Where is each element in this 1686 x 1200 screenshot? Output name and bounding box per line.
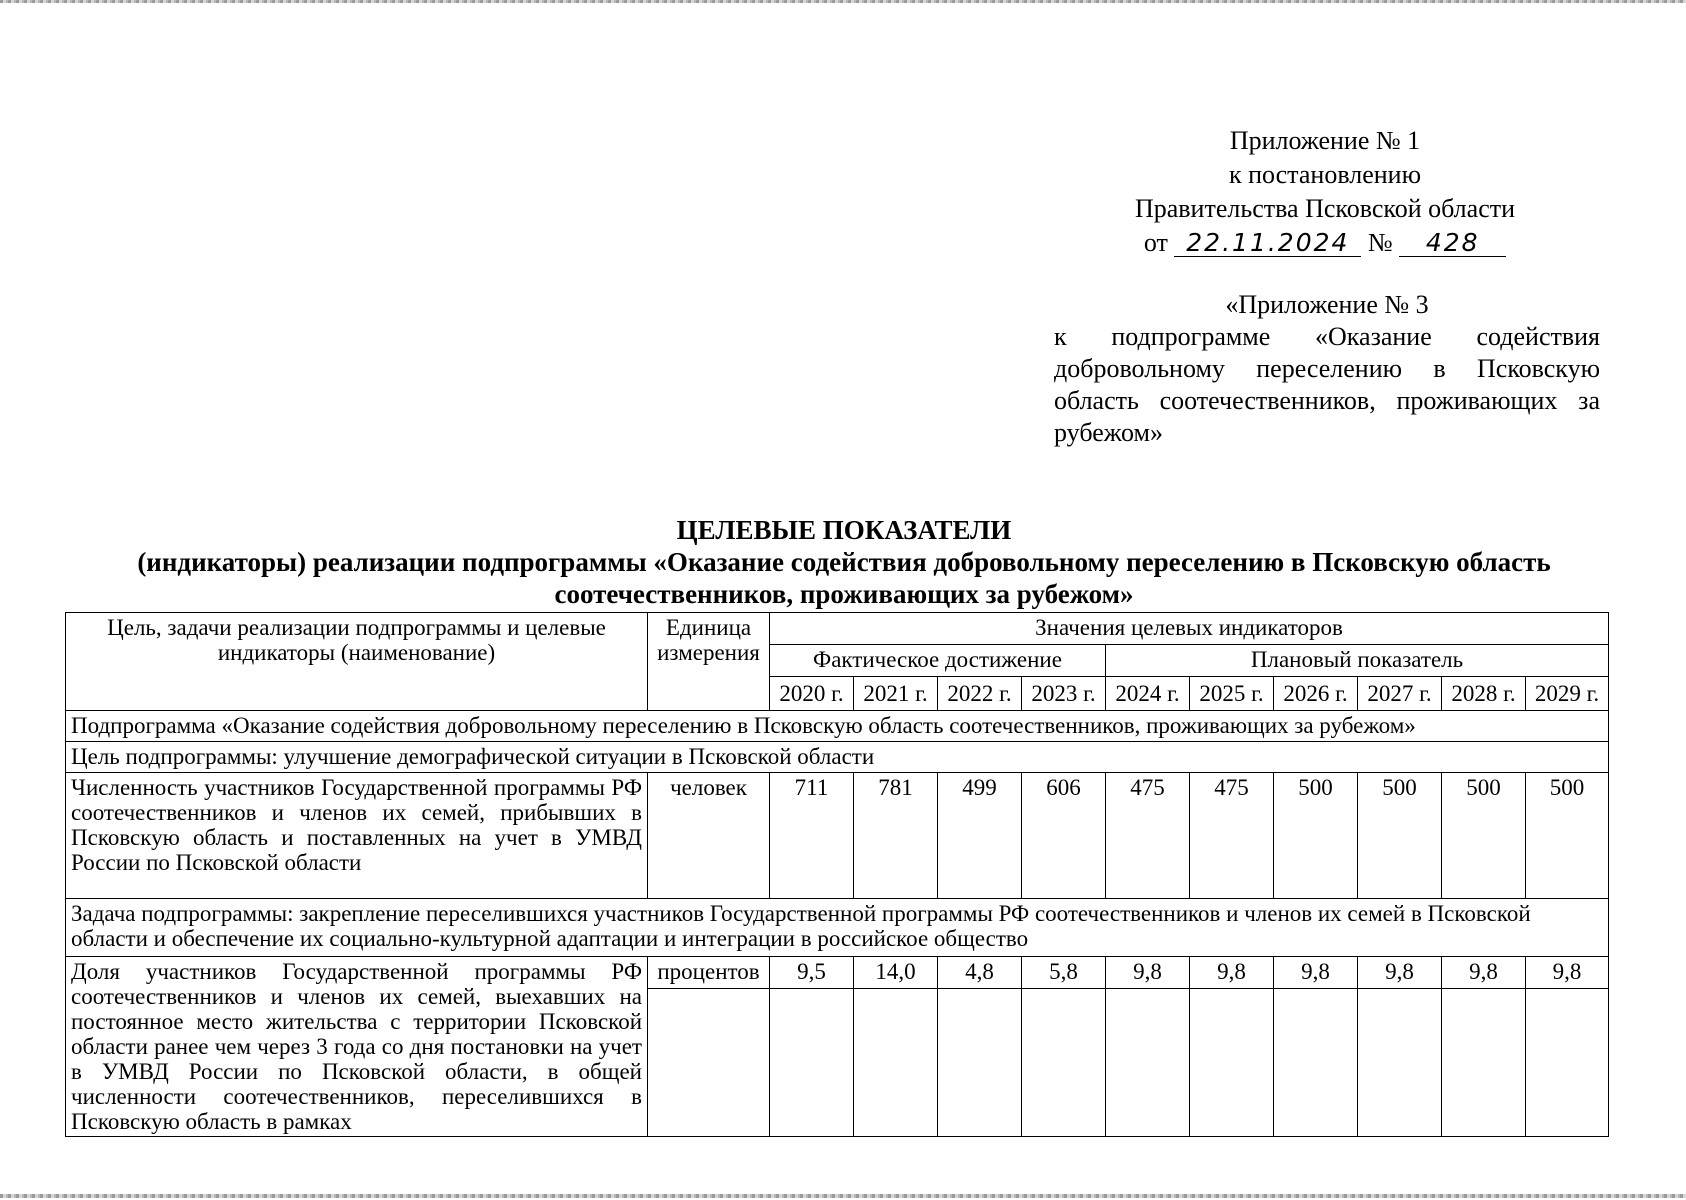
indicator-value: 9,8 <box>1442 957 1526 989</box>
indicator-value: 500 <box>1526 773 1609 899</box>
indicator-name: Доля участников Государственной программы РФ соотечественников и членов их семей, выехавших на постоянное место жительства с территории Псковской области ранее чем через 3 года со дня постановки на учет в УМВД России по Псковской области, в общей численности соотечественников, переселившихся в Псковскую область в рамках <box>66 957 648 1137</box>
handwritten-date: 22.11.2024 <box>1174 230 1361 257</box>
resolution-date-number-line <box>1110 226 1540 260</box>
indicator-value: 9,8 <box>1358 957 1442 989</box>
values-group-header: Значения целевых индикаторов <box>770 613 1609 645</box>
empty-cell <box>854 989 938 1137</box>
empty-cell <box>648 989 770 1137</box>
title-line-1: ЦЕЛЕВЫЕ ПОКАЗАТЕЛИ <box>676 515 1012 545</box>
actual-group-header: Фактическое достижение <box>770 645 1106 677</box>
indicator-value: 711 <box>770 773 854 899</box>
table-row <box>66 742 1609 773</box>
unit-column-header: Единица измерения <box>648 613 770 711</box>
year-header: 2026 г. <box>1274 677 1358 711</box>
year-header: 2029 г. <box>1526 677 1609 711</box>
appendix-1-header <box>1110 124 1540 260</box>
appendix-3-subprogram: к подпрограмме «Оказание содействия добровольному переселению в Псковскую область соотечественников, проживающих за рубежом» <box>1054 322 1600 447</box>
table-row <box>66 899 1609 957</box>
year-header: 2020 г. <box>770 677 854 711</box>
goal-column-header: Цель, задачи реализации подпрограммы и целевые индикаторы (наименование) <box>66 613 648 711</box>
indicator-value: 9,8 <box>1106 957 1190 989</box>
planned-group-header: Плановый показатель <box>1106 645 1609 677</box>
appendix-1-to-resolution: к постановлению <box>1228 160 1422 189</box>
empty-cell <box>1526 989 1609 1137</box>
document-title <box>64 514 1624 610</box>
empty-cell <box>1442 989 1526 1137</box>
year-header: 2028 г. <box>1442 677 1526 711</box>
indicator-value: 5,8 <box>1022 957 1106 989</box>
appendix-1-title: Приложение № 1 <box>1229 126 1421 155</box>
indicator-value: 4,8 <box>938 957 1022 989</box>
from-label: от <box>1143 228 1168 257</box>
empty-cell <box>1190 989 1274 1137</box>
table-row <box>66 773 1609 899</box>
indicator-value: 500 <box>1274 773 1358 899</box>
indicator-value: 606 <box>1022 773 1106 899</box>
indicator-value: 9,8 <box>1526 957 1609 989</box>
indicator-value: 9,8 <box>1190 957 1274 989</box>
title-line-2: (индикаторы) реализации подпрограммы «Оказание содействия добровольному переселению в Псковскую область <box>137 547 1551 577</box>
empty-cell <box>1274 989 1358 1137</box>
table-row <box>66 957 1609 989</box>
goal-row: Цель подпрограммы: улучшение демографической ситуации в Псковской области <box>66 742 1609 773</box>
empty-cell <box>1358 989 1442 1137</box>
task-row: Задача подпрограммы: закрепление переселившихся участников Государственной программы РФ соотечественников и членов их семей в Псковской области и обеспечение их социально-культурной адаптации и интеграции в российское общество <box>66 899 1609 957</box>
indicator-unit: процентов <box>648 957 770 989</box>
year-header: 2027 г. <box>1358 677 1442 711</box>
scan-edge-top <box>0 0 1686 3</box>
indicator-unit: человек <box>648 773 770 899</box>
handwritten-number: 428 <box>1399 230 1506 257</box>
scan-edge-bottom <box>0 1194 1686 1198</box>
indicator-value: 14,0 <box>854 957 938 989</box>
empty-cell <box>1022 989 1106 1137</box>
empty-cell <box>1106 989 1190 1137</box>
year-header: 2025 г. <box>1190 677 1274 711</box>
indicator-value: 9,8 <box>1274 957 1358 989</box>
year-header: 2023 г. <box>1022 677 1106 711</box>
indicator-value: 499 <box>938 773 1022 899</box>
indicator-value: 9,5 <box>770 957 854 989</box>
year-header: 2022 г. <box>938 677 1022 711</box>
subprogram-row: Подпрограмма «Оказание содействия добровольному переселению в Псковскую область соотечественников, проживающих за рубежом» <box>66 711 1609 742</box>
indicator-value: 781 <box>854 773 938 899</box>
header-row-1 <box>66 613 1609 645</box>
number-label: № <box>1367 228 1393 257</box>
table-row <box>66 711 1609 742</box>
indicators-table <box>65 612 1609 1137</box>
appendix-1-government: Правительства Псковской области <box>1134 194 1516 223</box>
year-header: 2021 г. <box>854 677 938 711</box>
empty-cell <box>770 989 854 1137</box>
indicator-name: Численность участников Государственной программы РФ соотечественников и членов их семей, прибывших в Псковскую область и поставленных на учет в УМВД России по Псковской области <box>66 773 648 899</box>
appendix-3-title: «Приложение № 3 <box>1225 290 1429 319</box>
indicator-value: 500 <box>1358 773 1442 899</box>
indicator-value: 500 <box>1442 773 1526 899</box>
indicator-value: 475 <box>1106 773 1190 899</box>
empty-cell <box>938 989 1022 1137</box>
title-line-3: соотечественников, проживающих за рубежом» <box>554 579 1134 609</box>
indicator-value: 475 <box>1190 773 1274 899</box>
appendix-3-header <box>1054 289 1600 449</box>
year-header: 2024 г. <box>1106 677 1190 711</box>
